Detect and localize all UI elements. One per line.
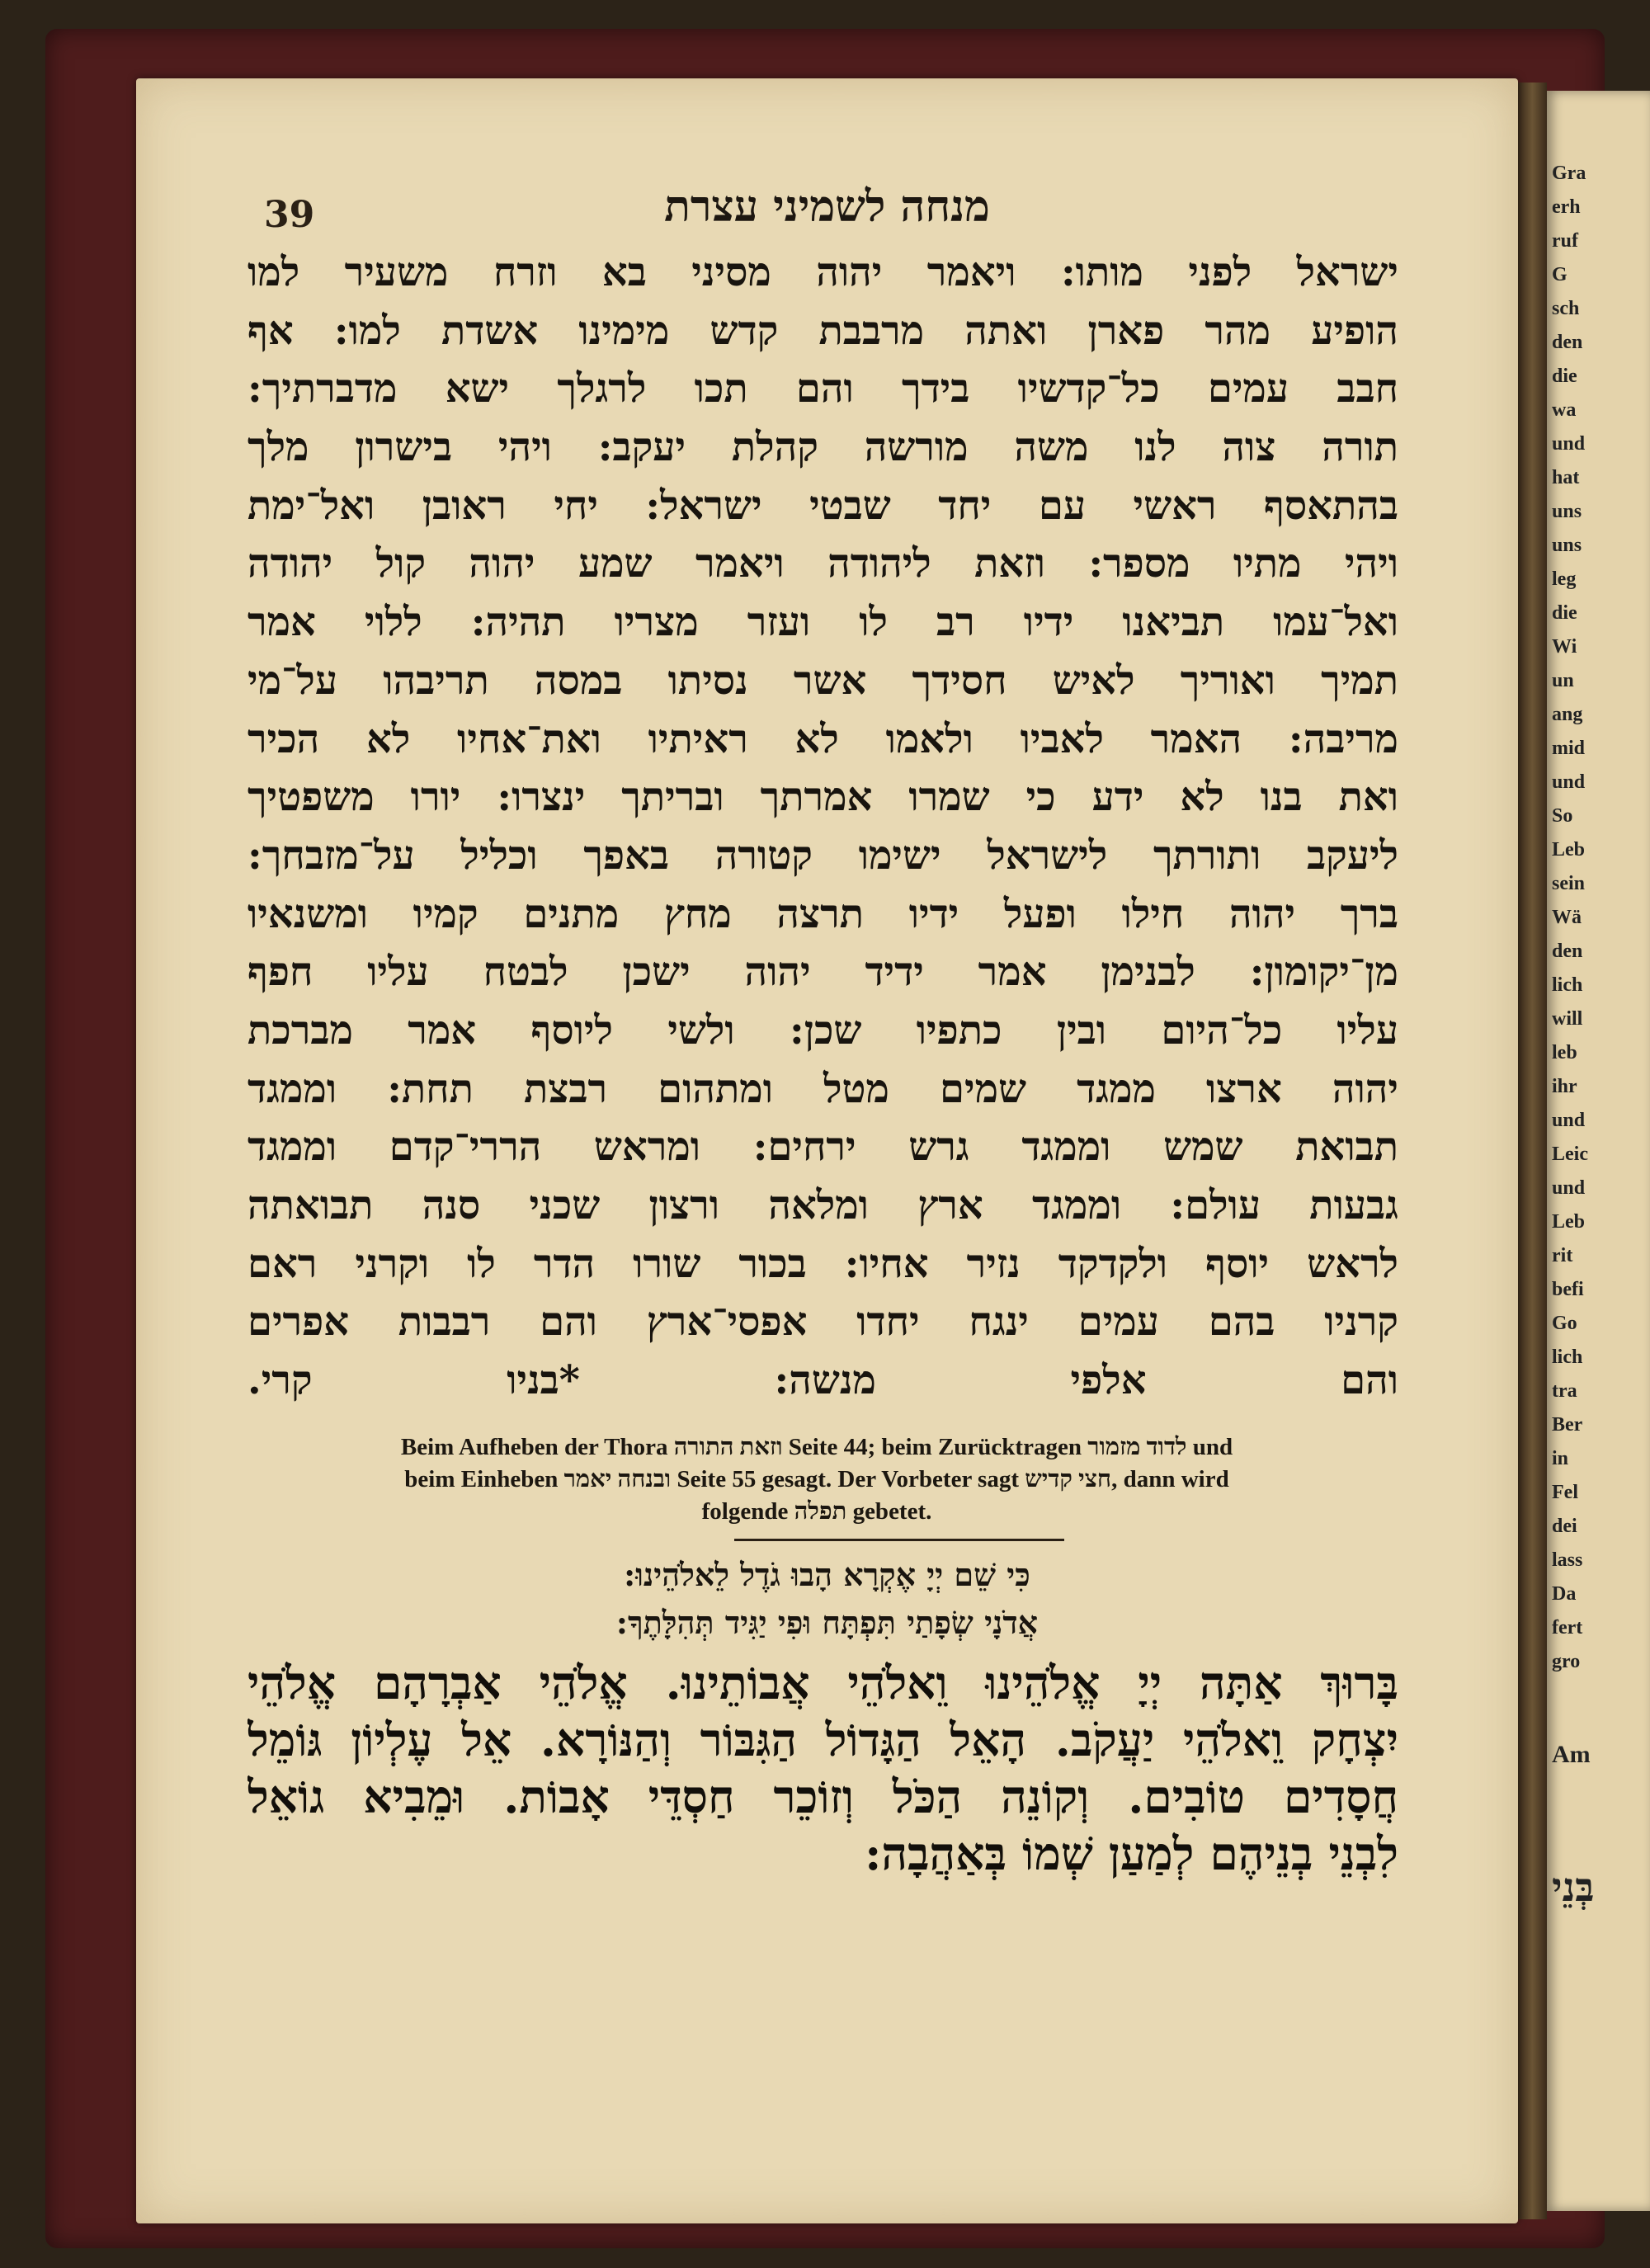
facing-page-word-14: die — [1552, 602, 1577, 624]
torah-text-block — [248, 243, 1398, 1410]
text-line-8: תמיך ואוריך לאיש חסידך אשר נסיתו במסה תריבהו על־מי — [248, 657, 1398, 704]
text-line-1: ישראל לפני מותו: ויאמר יהוה מסיני בא וזרח משעיר למו — [248, 249, 1398, 295]
prayer-line-2: יִצְחָק וֵאלֹהֵי יַעֲקֹב. הָאֵל הַגָּדוֹל הַגִּבּוֹר וְהַנּוֹרָא. אֵל עֶלְיוֹן גּוֹמֵל — [248, 1713, 1398, 1766]
facing-page-word-10: hat — [1552, 467, 1580, 488]
facing-page-word-22: sein — [1552, 873, 1586, 894]
text-line-19: קרניו בהם עמים ינגח יחדו אפסי־ארץ והם רבבות אפרים — [248, 1299, 1398, 1346]
facing-page-word-35: Go — [1552, 1313, 1577, 1334]
facing-page-word-16: un — [1552, 670, 1574, 691]
page-number: 39 — [264, 194, 315, 236]
text-line-11: ליעקב ותורתך לישראל ישימו קטורה באפך וכליל על־מזבחך: — [248, 832, 1398, 879]
note-line-2: beim Einheben ובנחה יאמר Seite 55 gesagt. Der Vorbeter sagt חצי קדיש, dann wird — [404, 1466, 1229, 1492]
facing-page-word-41: dei — [1552, 1516, 1577, 1537]
facing-page-word-17: ang — [1552, 704, 1583, 725]
facing-page-word-34: befi — [1552, 1279, 1584, 1300]
amidah-prayer-block — [248, 1654, 1398, 1882]
text-line-2: הופיע מהר פארן ואתה מרבבת קדש מימינו אשדת למו: אף — [248, 307, 1398, 354]
prayer-line-1: בָּרוּךְ אַתָּה יְיָ אֱלֹהֵינוּ וֵאלֹהֵי אֲבוֹתֵינוּ. אֱלֹהֵי אַבְרָהָם אֱלֹהֵי — [248, 1656, 1398, 1709]
text-line-17: גבעות עולם: וממגד ארץ ומלאה ורצון שכני סנה תבואתה — [248, 1182, 1398, 1228]
facing-page-word-8: wa — [1552, 399, 1577, 421]
facing-page-word-9: und — [1552, 433, 1586, 455]
prayer-line-4: לִבְנֵי בְנֵיהֶם לְמַעַן שְׁמוֹ בְּאַהֲבָה: — [865, 1827, 1398, 1880]
note-line-3: folgende תפלה gebetet. — [701, 1498, 932, 1525]
prayer-line-3: חֲסָדִים טוֹבִים. וְקוֹנֵה הַכֹּל וְזוֹכֵר חַסְדֵּי אָבוֹת. וּמֵבִיא גוֹאֵל — [248, 1770, 1398, 1823]
text-line-5: בהתאסף ראשי עם יחד שבטי ישראל: יחי ראובן ואל־ימת — [248, 482, 1398, 529]
facing-page-word-20: So — [1552, 805, 1573, 827]
text-line-15: יהוה ארצו ממגד שמים מטל ומתהום רבצת תחת: וממגד — [248, 1065, 1398, 1112]
text-line-3: חבב עמים כל־קדשיו בידך והם תכו לרגלך ישא מדברתיך: — [248, 365, 1398, 413]
instruction-note — [264, 1431, 1370, 1528]
facing-page-word-27: leb — [1552, 1042, 1577, 1063]
facing-page-word-1: Gra — [1552, 163, 1586, 184]
facing-page-word-24: den — [1552, 941, 1583, 962]
facing-page-word-23: Wä — [1552, 907, 1582, 928]
text-line-12: ברך יהוה חילו ופעל ידיו תרצה מחץ מתנים קמיו ומשנאיו — [248, 890, 1398, 937]
facing-page-word-28: ihr — [1552, 1076, 1577, 1097]
facing-page-word-4: G — [1552, 264, 1568, 285]
facing-page-word-18: mid — [1552, 738, 1586, 759]
facing-page-word-7: die — [1552, 365, 1577, 387]
facing-page-word-33: rit — [1552, 1245, 1573, 1266]
facing-page-word-39: in — [1552, 1448, 1569, 1469]
facing-page-word-31: und — [1552, 1177, 1586, 1199]
facing-page-word-6: den — [1552, 332, 1583, 353]
facing-page-tail-1: Am — [1552, 1741, 1591, 1768]
running-head: מנחה לשמיני עצרת — [664, 182, 990, 232]
facing-page-tail-2: בְּנֵי — [1552, 1865, 1595, 1911]
intro-verses — [136, 1551, 1518, 1647]
text-line-7: ואל־עמו תביאנו ידיו רב לו ועזר מצריו תהיה: ללוי אמר — [248, 599, 1398, 646]
facing-page-word-12: uns — [1552, 535, 1582, 556]
facing-page-fragments — [1547, 91, 1650, 1679]
facing-page-word-3: ruf — [1552, 230, 1578, 252]
facing-page-word-42: lass — [1552, 1549, 1583, 1571]
intro-verse-1: כִּי שֵׁם יְיָ אֶקְרָא הָבוּ גֹדֶל לֵאלֹהֵינוּ: — [624, 1556, 1030, 1593]
facing-page-word-25: lich — [1552, 974, 1583, 996]
text-line-18: לראש יוסף ולקדקד נזיר אחיו: בכור שורו הדר לו וקרני ראם — [248, 1240, 1398, 1287]
facing-page-word-43: Da — [1552, 1583, 1577, 1605]
facing-page-word-26: will — [1552, 1008, 1583, 1030]
text-line-10: ואת בנו לא ידע כי שמרו אמרתך ובריתך ינצרו: יורו משפטיך — [248, 774, 1398, 821]
book-gutter — [1518, 83, 1547, 2219]
text-line-14: עליו כל־היום ובין כתפיו שכן: ולשי ליוסף אמר מברכת — [248, 1007, 1398, 1054]
facing-page-word-29: und — [1552, 1110, 1586, 1131]
book-page — [136, 78, 1518, 2223]
facing-page-word-21: Leb — [1552, 839, 1586, 861]
facing-page-word-30: Leic — [1552, 1143, 1588, 1165]
facing-page-edge — [1547, 91, 1650, 2211]
facing-page-word-15: Wi — [1552, 636, 1577, 658]
facing-page-word-2: erh — [1552, 196, 1581, 218]
facing-page-word-44: fert — [1552, 1617, 1583, 1639]
note-line-1: Beim Aufheben der Thora וזאת התורה Seite 44; beim Zurücktragen לדוד מזמור und — [400, 1434, 1233, 1460]
text-line-9: מריבה: האמר לאביו ולאמו לא ראיתיו ואת־אחיו לא הכיר — [248, 715, 1398, 762]
text-line-16: תבואת שמש וממגד גרש ירחים: ומראש הררי־קדם וממגד — [248, 1124, 1398, 1171]
facing-page-word-36: lich — [1552, 1346, 1583, 1368]
facing-page-word-19: und — [1552, 771, 1586, 793]
text-line-4: תורה צוה לנו משה מורשה קהלת יעקב: ויהי בישרון מלך — [248, 424, 1398, 471]
facing-page-word-13: leg — [1552, 568, 1577, 590]
facing-page-word-38: Ber — [1552, 1414, 1583, 1436]
facing-page-word-45: gro — [1552, 1651, 1581, 1672]
facing-page-word-11: uns — [1552, 501, 1582, 522]
facing-page-word-5: sch — [1552, 298, 1580, 319]
section-divider — [734, 1539, 1064, 1541]
text-line-20: והם אלפי מנשה: *בניו קרי. — [248, 1357, 1398, 1404]
facing-page-word-32: Leb — [1552, 1211, 1586, 1233]
facing-page-word-40: Fel — [1552, 1482, 1578, 1503]
text-line-6: ויהי מתיו מספר: וזאת ליהודה ויאמר שמע יהוה קול יהודה — [248, 540, 1398, 587]
facing-page-word-37: tra — [1552, 1380, 1577, 1402]
intro-verse-2: אֲדֹנָי שְׂפָתַי תִּפְתָּח וּפִי יַגִּיד תְּהִלָּתֶךָ: — [615, 1604, 1039, 1641]
text-line-13: מן־יקומון: לבנימן אמר ידיד יהוה ישכן לבטח עליו חפף — [248, 949, 1398, 996]
